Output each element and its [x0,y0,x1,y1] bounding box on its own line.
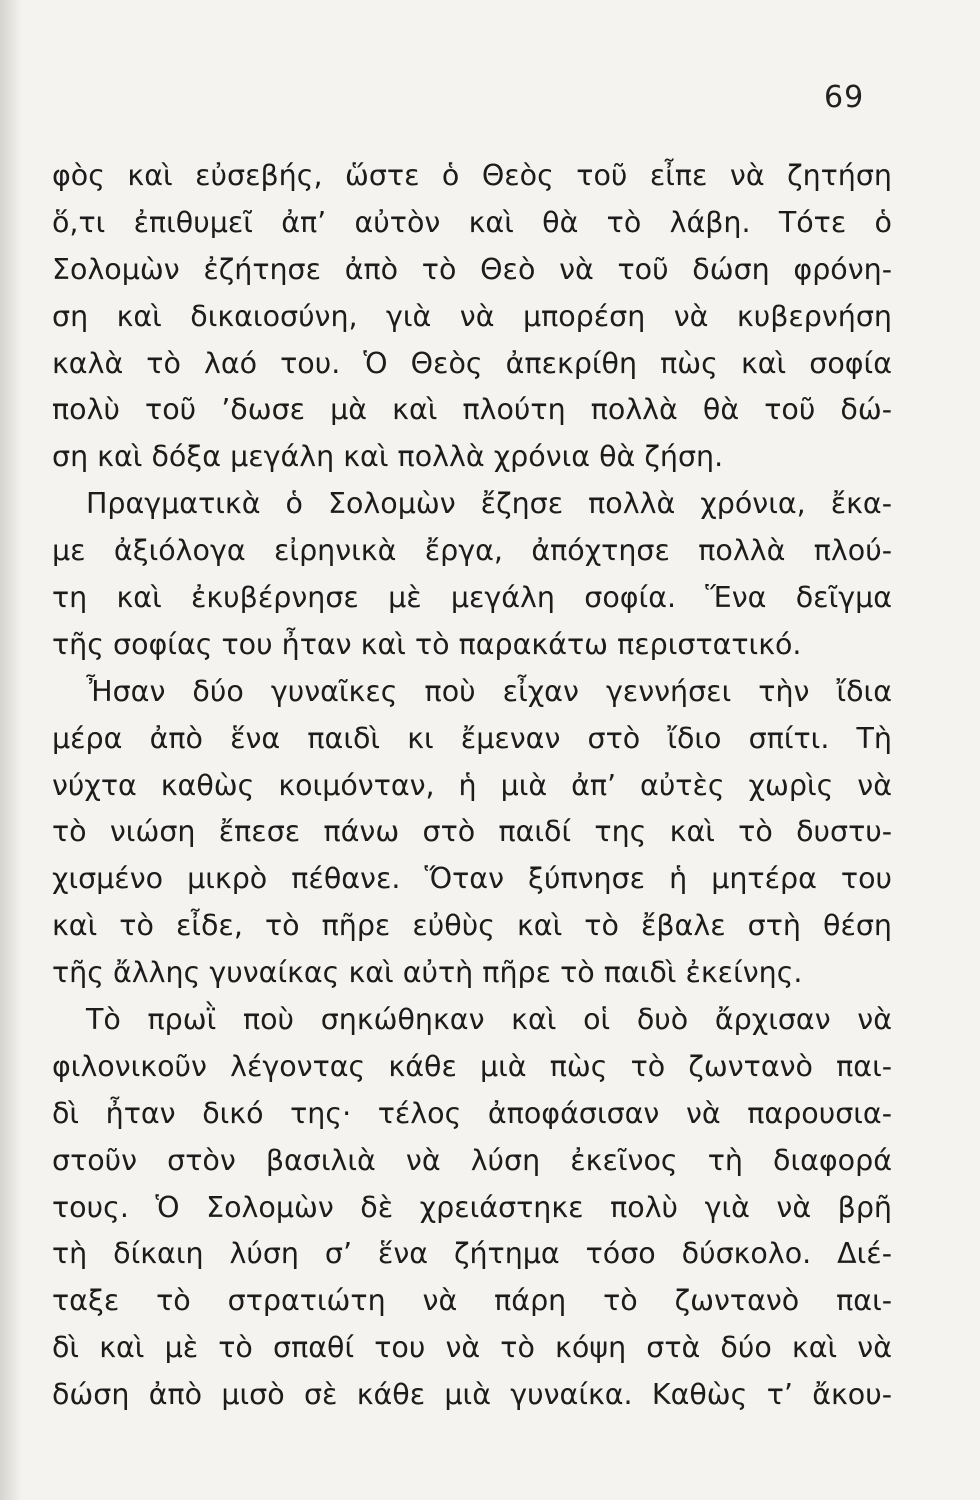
text-line: δὶ ἦταν δικό της· τέλος ἀποφάσισαν νὰ παρουσια- [52,1096,892,1130]
text-line: μέρα ἀπὸ ἕνα παιδὶ κι ἔμεναν στὸ ἴδιο σπίτι. Τὴ [52,721,892,755]
text-line: Ἦσαν δύο γυναῖκες ποὺ εἶχαν γεννήσει τὴν ἴδια [86,674,892,708]
body-text [52,153,892,1419]
text-line: φιλονικοῦν λέγοντας κάθε μιὰ πὼς τὸ ζωντανὸ παι- [52,1049,892,1083]
text-line: δώση ἀπὸ μισὸ σὲ κάθε μιὰ γυναίκα. Καθὼς τ’ ἄκου- [52,1378,892,1412]
text-line: δὶ καὶ μὲ τὸ σπαθί του νὰ τὸ κόψη στὰ δύο καὶ νὰ [52,1331,892,1365]
text-line: Τὸ πρωῒ ποὺ σηκώθηκαν καὶ οἱ δυὸ ἄρχισαν νὰ [86,1003,892,1037]
text-line: καλὰ τὸ λαό του. Ὁ Θεὸς ἀπεκρίθη πὼς καὶ σοφία [52,346,892,380]
text-line: Σολομὼν ἐζήτησε ἀπὸ τὸ Θεὸ νὰ τοῦ δώση φρόνη- [52,252,892,286]
text-line: ση καὶ δικαιοσύνη, γιὰ νὰ μπορέση νὰ κυβερνήση [52,299,892,333]
text-line: τὸ νιώση ἔπεσε πάνω στὸ παιδί της καὶ τὸ δυστυ- [52,815,892,849]
text-line: στοῦν στὸν βασιλιὰ νὰ λύση ἐκεῖνος τὴ διαφορά [52,1143,892,1177]
text-line: χισμένο μικρὸ πέθανε. Ὅταν ξύπνησε ἡ μητέρα του [52,862,892,896]
binding-shadow [0,0,22,1500]
text-line: ταξε τὸ στρατιώτη νὰ πάρη τὸ ζωντανὸ παι- [52,1284,892,1318]
text-line: τὴ δίκαιη λύση σ’ ἕνα ζήτημα τόσο δύσκολο. Διέ- [52,1237,892,1271]
text-line: καὶ τὸ εἶδε, τὸ πῆρε εὐθὺς καὶ τὸ ἔβαλε στὴ θέση [52,909,892,943]
page-number: 69 [824,80,865,115]
text-line: νύχτα καθὼς κοιμόνταν, ἡ μιὰ ἀπ’ αὐτὲς χωρὶς νὰ [52,768,892,802]
text-line: πολὺ τοῦ ’δωσε μὰ καὶ πλούτη πολλὰ θὰ τοῦ δώ- [52,393,892,427]
text-line: Πραγματικὰ ὁ Σολομὼν ἔζησε πολλὰ χρόνια, ἔκα- [86,487,892,521]
text-line: τους. Ὁ Σολομὼν δὲ χρειάστηκε πολὺ γιὰ νὰ βρῆ [52,1190,892,1224]
text-line: τη καὶ ἐκυβέρνησε μὲ μεγάλη σοφία. Ἕνα δεῖγμα [52,581,892,615]
text-line: ὅ,τι ἐπιθυμεῖ ἀπ’ αὐτὸν καὶ θὰ τὸ λάβη. Τότε ὁ [52,205,892,239]
text-line: φὸς καὶ εὐσεβής, ὥστε ὁ Θεὸς τοῦ εἶπε νὰ ζητήση [52,159,892,192]
text-line: με ἀξιόλογα εἰρηνικὰ ἔργα, ἀπόχτησε πολλὰ πλού- [52,534,892,568]
text-line: τῆς σοφίας του ἦταν καὶ τὸ παρακάτω περιστατικό. [52,627,802,661]
text-line: ση καὶ δόξα μεγάλη καὶ πολλὰ χρόνια θὰ ζήση. [52,440,724,474]
text-line: τῆς ἄλλης γυναίκας καὶ αὐτὴ πῆρε τὸ παιδὶ ἐκείνης. [52,956,803,990]
